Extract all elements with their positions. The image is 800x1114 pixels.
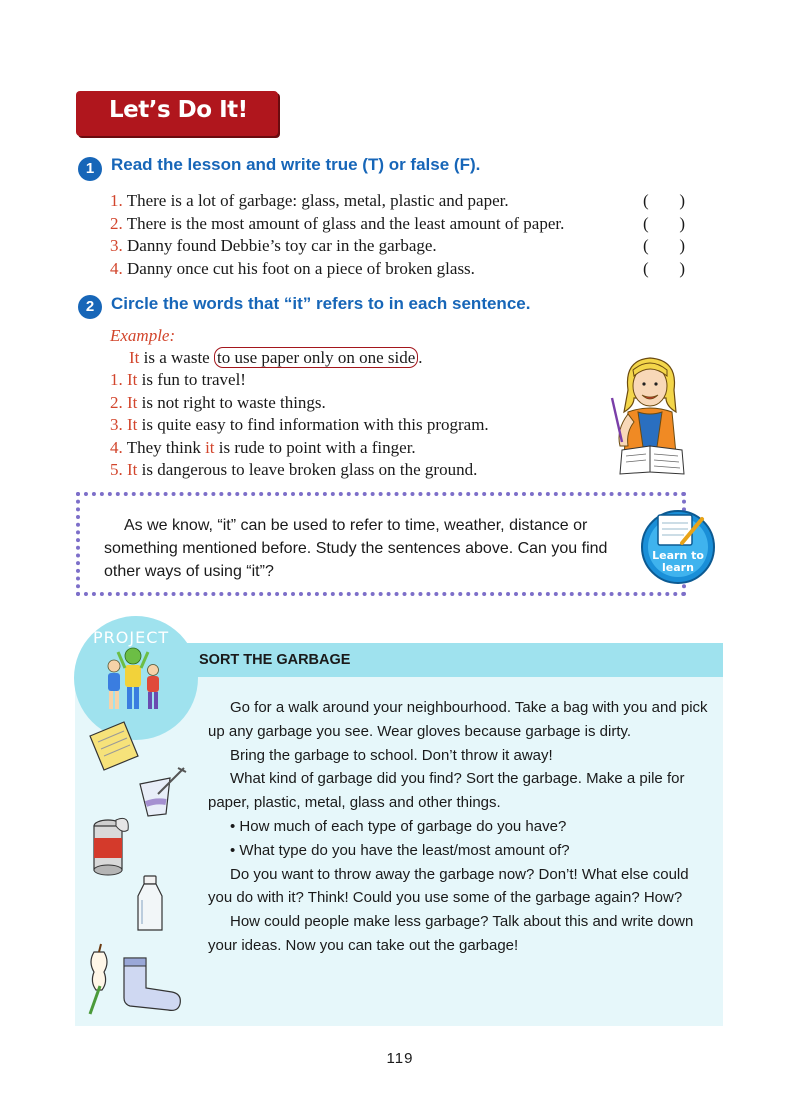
tf-item-text: Danny found Debbie’s toy car in the garbage. xyxy=(122,236,437,256)
example-label: Example: xyxy=(110,326,176,345)
sentence-after: is not right to waste things. xyxy=(137,392,326,412)
girl-reading-illustration xyxy=(600,350,700,478)
circle-exercise-list xyxy=(110,369,580,482)
it-word: It xyxy=(129,348,140,367)
glass-bottle-icon xyxy=(132,874,168,934)
sentence-after: is rude to point with a finger. xyxy=(214,437,416,457)
it-word: it xyxy=(205,437,215,457)
instruction-paragraph: What kind of garbage did you find? Sort the garbage. Make a pile for paper, plastic, metal, glass and other things. xyxy=(208,770,685,812)
instruction-bullet: • How much of each type of garbage do you have? xyxy=(230,817,567,835)
open-paren: ( xyxy=(643,259,649,279)
close-paren: ) xyxy=(679,236,685,256)
tin-can-icon xyxy=(88,812,136,878)
sentence-after: is dangerous to leave broken glass on the ground. xyxy=(137,460,478,479)
close-paren: ) xyxy=(679,213,685,233)
learn-to-learn-box xyxy=(76,492,686,596)
it-word: It xyxy=(127,415,138,434)
it-word: It xyxy=(127,392,138,412)
instruction-bullet: • What type do you have the least/most amount of? xyxy=(230,841,570,859)
question-2-heading: Circle the words that “it” refers to in each sentence. xyxy=(111,294,531,313)
instruction-paragraph: How could people make less garbage? Talk about this and write down your ideas. Now you can take out the garbage! xyxy=(208,913,694,954)
kids-illustration xyxy=(100,646,166,714)
exercise-sentence[interactable] xyxy=(110,369,580,392)
answer-blank[interactable] xyxy=(643,258,685,281)
project-label: PROJECT xyxy=(93,628,170,647)
close-paren: ) xyxy=(679,191,685,210)
circled-phrase: to use paper only on one side xyxy=(214,347,418,368)
tf-item-text: Danny once cut his foot on a piece of broken glass. xyxy=(122,259,475,279)
project-instructions xyxy=(208,696,708,958)
sentence-after: is fun to travel! xyxy=(137,370,246,389)
banner-title: Let’s Do It! xyxy=(109,97,248,123)
sentence-number: 4. xyxy=(110,437,123,457)
open-paren: ( xyxy=(643,213,649,233)
example-end: . xyxy=(418,348,423,367)
tf-item xyxy=(110,235,700,258)
tf-item-number: 2. xyxy=(110,213,123,233)
sentence-number: 5. xyxy=(110,460,123,479)
tf-item-text: There is a lot of garbage: glass, metal, plastic and paper. xyxy=(122,191,509,210)
answer-blank[interactable] xyxy=(643,213,685,236)
tf-item-text: There is the most amount of glass and the least amount of paper. xyxy=(122,213,565,233)
true-false-list xyxy=(110,190,700,281)
sentence-number: 3. xyxy=(110,415,123,434)
sentence-before: They think xyxy=(122,437,206,457)
exercise-sentence[interactable] xyxy=(110,414,580,437)
tf-item xyxy=(110,258,700,281)
question-1-heading: Read the lesson and write true (T) or false (F). xyxy=(111,155,481,174)
it-word: It xyxy=(127,370,138,389)
question-number-2: 2 xyxy=(78,295,102,319)
instruction-paragraph: Do you want to throw away the garbage now? Don’t! What else could you do with it? Think! Could you use some of the garbage again? How? xyxy=(208,865,689,907)
sentence-number: 1. xyxy=(110,370,123,389)
badge-line-2: learn xyxy=(662,561,694,574)
open-paren: ( xyxy=(643,236,649,256)
example-sentence xyxy=(129,347,423,369)
instruction-paragraph: Bring the garbage to school. Don’t throw it away! xyxy=(230,746,553,764)
answer-blank[interactable] xyxy=(643,190,685,213)
exercise-sentence[interactable] xyxy=(110,392,580,415)
tf-item-number: 3. xyxy=(110,236,123,256)
it-word: It xyxy=(127,460,138,479)
sentence-number: 2. xyxy=(110,392,123,412)
instruction-paragraph: Go for a walk around your neighbourhood. Take a bag with you and pick up any garbage you see. Wear gloves because garbage is dirty. xyxy=(208,699,708,740)
exercise-sentence[interactable] xyxy=(110,437,580,460)
lets-do-it-banner xyxy=(76,91,278,136)
apple-core-and-sock-icon xyxy=(84,942,188,1018)
answer-blank[interactable] xyxy=(643,235,685,258)
plastic-cup-icon xyxy=(132,764,190,820)
tf-item xyxy=(110,190,700,213)
project-title: SORT THE GARBAGE xyxy=(199,652,351,668)
tf-item-number: 4. xyxy=(110,259,123,279)
exercise-sentence[interactable] xyxy=(110,459,580,482)
close-paren: ) xyxy=(679,259,685,279)
question-number-1: 1 xyxy=(78,157,102,181)
tf-item xyxy=(110,213,700,236)
learn-to-learn-badge xyxy=(638,505,718,585)
example-middle: is a waste xyxy=(139,348,210,367)
open-paren: ( xyxy=(643,191,649,210)
page-number: 119 xyxy=(386,1050,414,1067)
learn-to-learn-text: As we know, “it” can be used to refer to time, weather, distance or something mentioned before. Study the sentences above. Can you find other ways of using “it”? xyxy=(104,517,608,580)
tf-item-number: 1. xyxy=(110,191,123,210)
sentence-after: is quite easy to find information with this program. xyxy=(137,415,489,434)
badge-line-1: Learn to xyxy=(652,549,704,562)
